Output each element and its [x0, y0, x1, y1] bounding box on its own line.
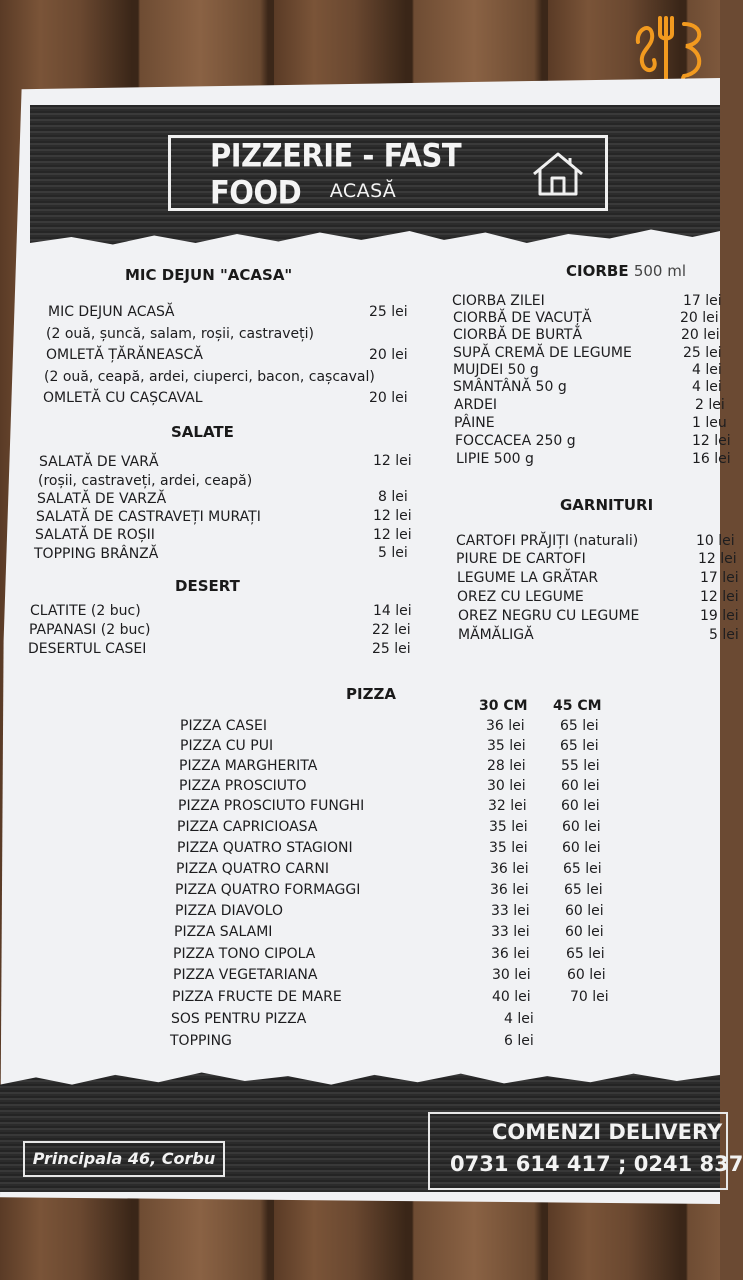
item-price: 25 lei [683, 345, 722, 361]
item-price: 17 lei [700, 570, 739, 586]
pizza-price-large: 60 lei [562, 840, 601, 856]
list-item: FOCCACEA 250 g [455, 433, 576, 449]
menu-title: PIZZERIE - FAST FOOD [210, 136, 462, 212]
list-item: DESERTUL CASEI [28, 641, 147, 657]
pizza-price-small: 32 lei [488, 798, 527, 814]
pizza-name: PIZZA CASEI [180, 718, 267, 734]
pizza-name: PIZZA CU PUI [180, 738, 274, 754]
item-price: 5 lei [709, 627, 739, 643]
item-price: 20 lei [680, 310, 719, 326]
item-price: 20 lei [369, 390, 408, 406]
item-description: (2 ouă, ceapă, ardei, ciuperci, bacon, cașcaval) [44, 369, 375, 385]
pizza-price-small: 30 lei [487, 778, 526, 794]
list-item: CLATITE (2 buc) [30, 603, 141, 619]
soups-volume-note: 500 ml [633, 262, 686, 280]
pizza-name: PIZZA PROSCIUTO [179, 778, 307, 794]
item-description: (2 ouă, șuncă, salam, roșii, castraveți) [46, 326, 314, 342]
pizza-name: PIZZA VEGETARIANA [173, 967, 318, 983]
pizza-name: PIZZA SALAMI [174, 924, 273, 940]
pizza-price-small: 36 lei [491, 946, 530, 962]
pizza-price-small: 40 lei [492, 989, 531, 1005]
list-item: CIORBĂ DE BURTĂ [453, 327, 583, 343]
item-description: (roșii, castraveți, ardei, ceapă) [38, 473, 253, 489]
address-label: Principala 46, Corbu [23, 1141, 225, 1177]
pizza-price-small: 4 lei [504, 1011, 534, 1027]
house-icon [530, 150, 586, 198]
pizza-price-small: 33 lei [491, 903, 530, 919]
list-item: LIPIE 500 g [456, 451, 534, 467]
pizza-price-large: 65 lei [560, 718, 599, 734]
item-price: 12 lei [692, 433, 731, 449]
pizza-name: PIZZA QUATRO CARNI [176, 861, 329, 877]
pizza-price-large: 60 lei [561, 798, 600, 814]
breakfast-heading: MIC DEJUN "ACASA" [125, 266, 293, 284]
item-price: 12 lei [373, 453, 412, 469]
item-price: 8 lei [378, 489, 408, 505]
list-item: SALATĂ DE VARĂ [39, 454, 159, 470]
pizza-name: TOPPING [170, 1033, 232, 1049]
item-price: 14 lei [373, 603, 412, 619]
delivery-frame [428, 1112, 743, 1190]
item-price: 5 lei [378, 545, 408, 561]
list-item: SMÂNTÂNĂ 50 g [453, 379, 567, 395]
list-item: OMLETĂ CU CAȘCAVAL [43, 390, 203, 406]
delivery-title: COMENZI DELIVERY [492, 1120, 723, 1144]
pizza-price-large: 55 lei [561, 758, 600, 774]
pizza-price-large: 60 lei [567, 967, 606, 983]
pizza-name: PIZZA PROSCIUTO FUNGHI [178, 798, 365, 814]
pizza-name: SOS PENTRU PIZZA [171, 1011, 307, 1027]
list-item: SALATĂ DE CASTRAVEȚI MURAȚI [36, 509, 261, 525]
pizza-name: PIZZA CAPRICIOASA [177, 819, 318, 835]
list-item: OREZ CU LEGUME [457, 589, 584, 605]
pizza-price-large: 65 lei [563, 861, 602, 877]
list-item: LEGUME LA GRĂTAR [457, 570, 599, 586]
pizza-price-large: 70 lei [570, 989, 609, 1005]
pizza-price-large: 60 lei [565, 924, 604, 940]
list-item: TOPPING BRÂNZĂ [34, 546, 159, 562]
list-item: PAPANASI (2 buc) [29, 622, 151, 638]
pizza-size-large-header: 45 CM [553, 698, 602, 714]
soups-heading: CIORBE 500 ml [566, 262, 686, 280]
item-price: 12 lei [373, 508, 412, 524]
pizza-price-large: 65 lei [564, 882, 603, 898]
pizza-name: PIZZA TONO CIPOLA [173, 946, 316, 962]
item-price: 12 lei [698, 551, 737, 567]
list-item: PIURE DE CARTOFI [456, 551, 586, 567]
pizza-heading: PIZZA [346, 685, 396, 703]
pizza-price-small: 30 lei [492, 967, 531, 983]
list-item: OMLETĂ ȚĂRĂNEASCĂ [46, 347, 203, 363]
pizza-price-small: 6 lei [504, 1033, 534, 1049]
restaurant-logo-icon [632, 10, 708, 90]
item-price: 22 lei [372, 622, 411, 638]
list-item: CIORBĂ DE VACUȚĂ [453, 310, 592, 326]
sides-heading: GARNITURI [560, 496, 654, 514]
delivery-phone-numbers: 0731 614 417 ; 0241 837 [450, 1152, 743, 1176]
list-item: CARTOFI PRĂJIȚI (naturali) [456, 533, 639, 549]
list-item: MIC DEJUN ACASĂ [48, 304, 175, 320]
pizza-price-small: 35 lei [487, 738, 526, 754]
pizza-price-large: 60 lei [565, 903, 604, 919]
item-price: 12 lei [700, 589, 739, 605]
list-item: PÂINE [454, 415, 495, 431]
pizza-price-large: 65 lei [560, 738, 599, 754]
pizza-price-small: 35 lei [489, 819, 528, 835]
pizza-price-small: 36 lei [490, 861, 529, 877]
item-price: 20 lei [369, 347, 408, 363]
desserts-heading: DESERT [175, 577, 240, 595]
list-item: MĂMĂLIGĂ [458, 627, 534, 643]
item-price: 10 lei [696, 533, 735, 549]
item-price: 1 leu [692, 415, 727, 431]
pizza-price-large: 60 lei [561, 778, 600, 794]
menu-subtitle: ACASĂ [329, 180, 397, 202]
item-price: 16 lei [692, 451, 731, 467]
list-item: OREZ NEGRU CU LEGUME [458, 608, 640, 624]
pizza-price-small: 36 lei [490, 882, 529, 898]
pizza-name: PIZZA MARGHERITA [179, 758, 318, 774]
pizza-price-small: 35 lei [489, 840, 528, 856]
pizza-name: PIZZA FRUCTE DE MARE [172, 989, 342, 1005]
item-price: 12 lei [373, 527, 412, 543]
item-price: 25 lei [372, 641, 411, 657]
pizza-price-large: 60 lei [562, 819, 601, 835]
pizza-name: PIZZA QUATRO FORMAGGI [175, 882, 361, 898]
pizza-price-small: 28 lei [487, 758, 526, 774]
list-item: ARDEI [454, 397, 498, 413]
pizza-price-small: 36 lei [486, 718, 525, 734]
pizza-price-large: 65 lei [566, 946, 605, 962]
item-price: 4 lei [692, 379, 722, 395]
item-price: 4 lei [692, 362, 722, 378]
item-price: 25 lei [369, 304, 408, 320]
salads-heading: SALATE [171, 423, 234, 441]
item-price: 19 lei [700, 608, 739, 624]
pizza-name: PIZZA DIAVOLO [175, 903, 284, 919]
list-item: SALATĂ DE ROȘII [35, 527, 155, 543]
item-price: 17 lei [683, 293, 722, 309]
list-item: MUJDEI 50 g [453, 362, 539, 378]
item-price: 2 lei [695, 397, 725, 413]
item-price: 20 lei [681, 327, 720, 343]
list-item: SUPĂ CREMĂ DE LEGUME [453, 345, 632, 361]
list-item: CIORBA ZILEI [452, 293, 545, 309]
list-item: SALATĂ DE VARZĂ [37, 491, 167, 507]
pizza-size-small-header: 30 CM [479, 698, 528, 714]
pizza-price-small: 33 lei [491, 924, 530, 940]
pizza-name: PIZZA QUATRO STAGIONI [177, 840, 353, 856]
